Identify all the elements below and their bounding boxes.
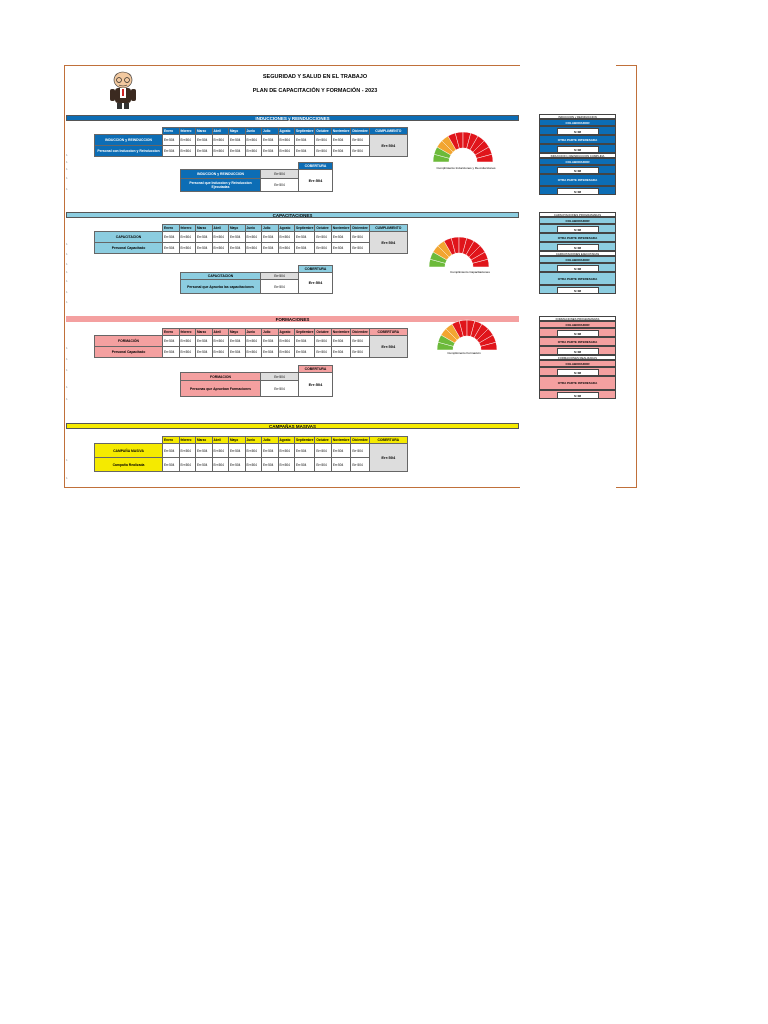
month-header: Octubre [315,329,332,336]
cell-value: Err:504 [315,458,332,472]
month-header: febrero [179,329,196,336]
month-header: Diciembre [352,330,368,334]
cell-value: Err:504 [262,135,279,146]
formaciones-coverage-table [180,365,333,397]
side-colaborador: COLABORADOR [539,158,616,165]
section-band-formaciones: FORMACIONES [66,316,519,322]
cell-value: Err:504 [295,135,315,146]
cell-value: Err:504 [229,232,246,243]
coverage-row-label: Personal que Aprueba las capacitaciones [181,280,261,294]
cell-value: Err:504 [351,347,369,358]
side-header: FORMACIONES PROGRAMADAS [539,316,616,321]
cell-value: Err:504 [229,347,246,358]
row-marker: 1 [66,167,68,171]
cell-value: Err:504 [229,243,246,254]
gauge-inducciones [430,128,496,166]
cell-value: Err:504 [262,347,279,358]
coverage-total: Err:504 [299,373,333,397]
cell-value: Err:504 [196,146,213,157]
cell-value: Err:504 [351,243,369,254]
cell-value: Err:504 [262,232,279,243]
section-band-capacitaciones: CAPACITACIONES [66,212,519,218]
month-header: Octubre [315,437,332,444]
month-header: Agosto [278,128,295,135]
cell-value: Err:504 [262,444,279,458]
cell-value: Err:504 [278,444,295,458]
cell-value: Err:504 [331,135,350,146]
cell-value: Err:504 [315,146,332,157]
cell-value: Err:504 [179,444,196,458]
frame-left [64,65,65,488]
row-label: Campaña Realizada [95,458,163,472]
cell-value: Err:504 [229,146,246,157]
coverage-row-label: Personas que Aprueban Formaciones [181,381,261,397]
row-label: FORMACIÓN [95,336,163,347]
cell-value: Err:504 [163,146,180,157]
month-header: Marzo [196,128,213,135]
coverage-title: COBERTURA [299,266,333,273]
month-header: Junio [245,225,262,232]
cell-value: Err:504 [245,243,262,254]
month-header: Agosto [278,225,295,232]
row-marker: 1 [66,279,68,283]
coverage-title: COBERTURA [299,366,333,373]
coverage-total: Err:504 [299,273,333,294]
cell-value: Err:504 [315,232,332,243]
cell-value: Err:504 [295,243,315,254]
side-value: S=08 [557,244,599,251]
side-value: S=08 [557,392,599,399]
gauge-caption: Cumplimiento Inducciones y Re-inducciones [436,166,496,170]
row-marker: 1 [66,476,68,480]
cell-value: Err:504 [229,336,246,347]
row-marker: 1 [66,357,68,361]
month-header: Agosto [278,329,295,336]
total-value: Err:504 [369,444,407,472]
month-header: Noviembre [332,330,350,334]
cell-value: Err:504 [196,458,213,472]
coverage-row-value: Err:504 [261,179,299,192]
month-header: febrero [179,437,196,444]
cell-value: Err:504 [278,347,295,358]
frame-bottom [64,487,520,488]
kpi-header: COBERTURA [369,437,407,444]
cell-value: Err:504 [196,243,213,254]
side-otra-parte: OTRA PARTE INTERESADA [539,135,616,144]
row-label: Personal con Induccion y Reinduccion [95,146,163,157]
cell-value: Err:504 [278,336,295,347]
month-header: Julio [262,225,279,232]
cell-value: Err:504 [179,243,196,254]
side-colaborador: COLABORADOR [539,119,616,126]
side-value: S=08 [557,167,599,174]
month-header: Abril [212,437,229,444]
cell-value: Err:504 [295,458,315,472]
row-marker: 1 [66,187,68,191]
cell-value: Err:504 [315,444,332,458]
cell-value: Err:504 [229,444,246,458]
row-label: Personal Capacitado [95,243,163,254]
row-label: INDUCCION y REINDUCCION [95,135,163,146]
cell-value: Err:504 [245,135,262,146]
side-panel-formaciones [539,316,616,399]
month-header: Septiembre [296,438,314,442]
document-subtitle: PLAN DE CAPACITACIÓN Y FORMACIÓN - 2023 [252,88,378,94]
side-colaborador: COLABORADOR [539,256,616,263]
row-marker: 1 [66,397,68,401]
frame-right-bottom [616,487,636,488]
cell-value: Err:504 [163,458,180,472]
row-marker: 1 [66,290,68,294]
cell-value: Err:504 [315,336,332,347]
cell-value: Err:504 [295,347,315,358]
coverage-row-value: Err:504 [261,280,299,294]
cell-value: Err:504 [212,243,229,254]
cell-value: Err:504 [212,135,229,146]
side-value: S=08 [557,188,599,195]
coverage-row-label: CAPACITACION [181,273,261,280]
cell-value: Err:504 [295,146,315,157]
cell-value: Err:504 [331,444,350,458]
coverage-row-label: INDUCCION y REINDUCCION [181,170,261,179]
inducciones-table [94,127,408,157]
month-header: Junio [245,437,262,444]
row-marker: 1 [66,262,68,266]
cell-value: Err:504 [331,146,350,157]
cell-value: Err:504 [163,232,180,243]
month-header: Junio [245,329,262,336]
cell-value: Err:504 [331,243,350,254]
cell-value: Err:504 [179,458,196,472]
side-panel-capacitaciones [539,212,616,294]
month-header: febrero [179,128,196,135]
frame-top [64,65,520,66]
coverage-row-label: Personal que Induccion y Reinduccion Ejecutadas [181,179,261,192]
cell-value: Err:504 [179,347,196,358]
cell-value: Err:504 [262,458,279,472]
cartoon-professor-icon [106,70,140,110]
cell-value: Err:504 [229,135,246,146]
month-header: Mayo [229,128,246,135]
month-header: Septiembre [296,129,314,133]
formaciones-table [94,328,408,358]
cell-value: Err:504 [212,232,229,243]
cell-value: Err:504 [196,444,213,458]
cell-value: Err:504 [212,347,229,358]
side-otra-parte: OTRA PARTE INTERESADA [539,174,616,186]
frame-right-top [616,65,636,66]
gauge-capacitaciones [426,233,492,271]
cell-value: Err:504 [331,232,350,243]
cell-value: Err:504 [212,458,229,472]
cell-value: Err:504 [351,444,369,458]
month-header: Octubre [315,128,332,135]
cell-value: Err:504 [262,336,279,347]
section-band-inducciones: INDUCCIONES y REINDUCCIONES [66,115,519,121]
section-band-campanas: CAMPAÑAS MASIVAS [66,423,519,429]
side-panel-inducciones [539,114,616,195]
cell-value: Err:504 [278,135,295,146]
cell-value: Err:504 [351,135,369,146]
cell-value: Err:504 [179,336,196,347]
cell-value: Err:504 [278,458,295,472]
side-otra-parte: OTRA PARTE INTERESADA [539,233,616,242]
month-header: Julio [262,128,279,135]
row-marker: 1 [66,252,68,256]
gauge-formaciones [434,316,500,350]
row-label: CAPACITACION [95,232,163,243]
cell-value: Err:504 [331,336,350,347]
month-header: Julio [262,329,279,336]
month-header: Septiembre [296,330,314,334]
cell-value: Err:504 [245,336,262,347]
side-value: S=08 [557,348,599,355]
side-header: INDUCCION y REINDUCCION CUMPLIDA [539,153,616,158]
coverage-row-value: Err:504 [261,373,299,381]
cell-value: Err:504 [229,458,246,472]
cell-value: Err:504 [163,243,180,254]
month-header: Enero [163,329,180,336]
row-marker: 1 [66,242,68,246]
cell-value: Err:504 [315,347,332,358]
frame-right [636,65,637,488]
campanas-table [94,436,408,472]
month-header: Abril [212,225,229,232]
row-marker: 1 [66,176,68,180]
cell-value: Err:504 [315,135,332,146]
side-otra-parte: OTRA PARTE INTERESADA [539,376,616,390]
coverage-row-value: Err:504 [261,170,299,179]
month-header: Mayo [229,329,246,336]
cell-value: Err:504 [351,458,369,472]
month-header: Mayo [229,225,246,232]
kpi-header: CUMPLIMIENTO [369,225,407,232]
cell-value: Err:504 [278,243,295,254]
cell-value: Err:504 [278,232,295,243]
side-colaborador: COLABORADOR [539,360,616,367]
cell-value: Err:504 [351,232,369,243]
cell-value: Err:504 [295,336,315,347]
month-header: Diciembre [352,438,368,442]
cell-value: Err:504 [245,347,262,358]
cell-value: Err:504 [245,232,262,243]
side-otra-parte: OTRA PARTE INTERESADA [539,272,616,285]
month-header: Enero [163,437,180,444]
gauge-caption: Cumplimiento Formación [447,351,481,355]
coverage-title: COBERTURA [299,163,333,170]
kpi-header: COBERTURA [369,329,407,336]
side-header: CAPACITACIONES PROGRAMADAS [539,212,616,217]
side-colaborador: COLABORADOR [539,321,616,328]
cell-value: Err:504 [245,458,262,472]
total-value: Err:504 [369,135,407,157]
cell-value: Err:504 [212,444,229,458]
month-header: Noviembre [332,438,350,442]
month-header: Noviembre [332,226,350,230]
cell-value: Err:504 [212,336,229,347]
month-header: Marzo [196,225,213,232]
cell-value: Err:504 [245,444,262,458]
cell-value: Err:504 [351,336,369,347]
row-marker: 1 [66,385,68,389]
capacitaciones-table [94,224,408,254]
side-colaborador: COLABORADOR [539,217,616,224]
side-value: S=08 [557,369,599,376]
gauge-caption: Cumplimiento Capacitaciones [450,270,490,274]
month-header: Enero [163,128,180,135]
side-value: S=08 [557,330,599,337]
month-header: Abril [212,329,229,336]
row-label: Personal Capacitado [95,347,163,358]
row-marker: 1 [66,346,68,350]
cell-value: Err:504 [196,232,213,243]
cell-value: Err:504 [278,146,295,157]
side-header: INDUCCION y REINDUCCION [539,114,616,119]
month-header: Marzo [196,329,213,336]
coverage-row-label: FORMACION [181,373,261,381]
month-header: Junio [245,128,262,135]
row-marker: 1 [66,300,68,304]
cell-value: Err:504 [295,232,315,243]
row-marker: 1 [66,153,68,157]
row-marker: 1 [66,458,68,462]
cell-value: Err:504 [331,347,350,358]
cell-value: Err:504 [196,135,213,146]
cell-value: Err:504 [196,336,213,347]
month-header: Enero [163,225,180,232]
inducciones-coverage-table [180,162,333,192]
kpi-header: CUMPLIMIENTO [369,128,407,135]
side-value: S=08 [557,226,599,233]
cell-value: Err:504 [315,243,332,254]
month-header: Noviembre [332,129,350,133]
side-header: FORMACIONES REALIZADAS [539,355,616,360]
side-otra-parte: OTRA PARTE INTERESADA [539,337,616,346]
total-value: Err:504 [369,336,407,358]
coverage-row-value: Err:504 [261,273,299,280]
month-header: Octubre [315,225,332,232]
cell-value: Err:504 [196,347,213,358]
month-header: Diciembre [352,129,368,133]
month-header: Marzo [196,437,213,444]
cell-value: Err:504 [295,444,315,458]
side-value: S=08 [557,128,599,135]
month-header: Septiembre [296,226,314,230]
cell-value: Err:504 [163,336,180,347]
month-header: febrero [179,225,196,232]
row-marker: 1 [66,160,68,164]
total-value: Err:504 [369,232,407,254]
cell-value: Err:504 [262,243,279,254]
cell-value: Err:504 [179,232,196,243]
cell-value: Err:504 [163,347,180,358]
cell-value: Err:504 [179,135,196,146]
side-value: S=08 [557,265,599,272]
cell-value: Err:504 [351,146,369,157]
row-label: CAMPAÑA MASIVA [95,444,163,458]
coverage-row-value: Err:504 [261,381,299,397]
side-header: CAPACITACIONES EJECUTADAS [539,251,616,256]
month-header: Mayo [229,437,246,444]
side-value: S=08 [557,287,599,294]
cell-value: Err:504 [163,135,180,146]
row-marker: 1 [66,368,68,372]
month-header: Diciembre [352,226,368,230]
row-marker: 1 [66,270,68,274]
cell-value: Err:504 [245,146,262,157]
month-header: Agosto [278,437,295,444]
side-value: S=08 [557,146,599,153]
month-header: Abril [212,128,229,135]
cell-value: Err:504 [179,146,196,157]
cell-value: Err:504 [212,146,229,157]
cell-value: Err:504 [331,458,350,472]
month-header: Julio [262,437,279,444]
coverage-total: Err:504 [299,170,333,192]
cell-value: Err:504 [262,146,279,157]
capacitaciones-coverage-table [180,265,333,294]
cell-value: Err:504 [163,444,180,458]
document-title: SEGURIDAD Y SALUD EN EL TRABAJO [262,74,368,80]
